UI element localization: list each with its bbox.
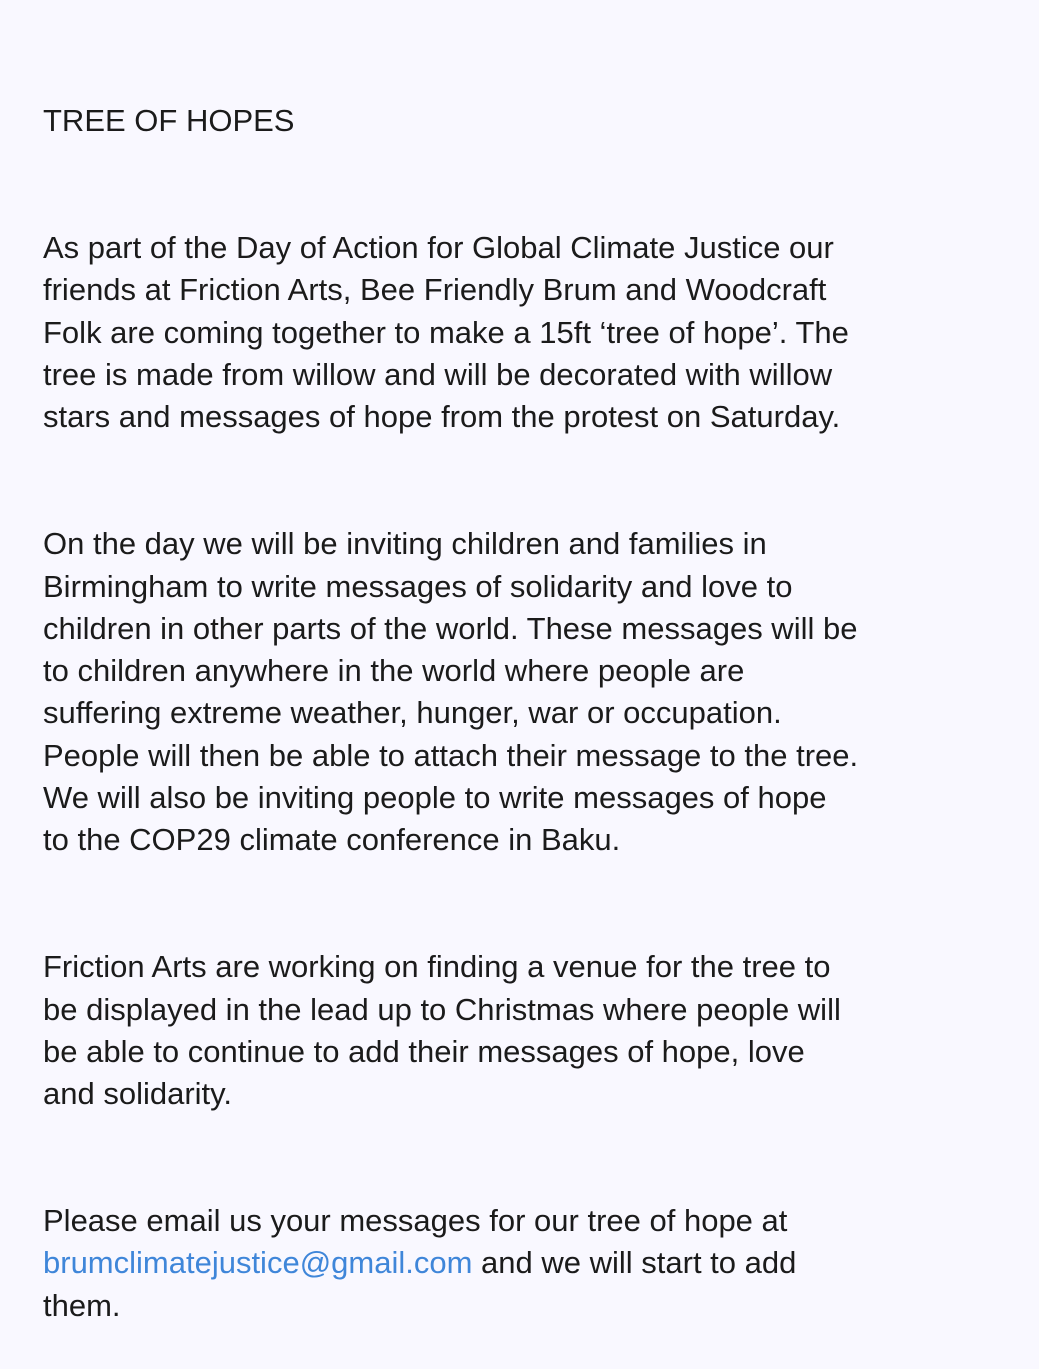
closing-text-before-link: Please email us your messages for our tree of hope at bbox=[43, 1203, 788, 1239]
paragraph-venue: Friction Arts are working on finding a venue for the tree to be displayed in the lead up to Christmas where people will be able to continue to add their messages of hope, love and solidarity. bbox=[43, 949, 841, 1112]
paragraph-on-the-day: On the day we will be inviting children and families in Birmingham to write messages of solidarity and love to children in other parts of the world. These messages will be to children anywhere in the world where people are suffering extreme weather, hunger, war or occupation. People will then be able to attach their message to the tree. We will also be inviting people to write messages of hope to the COP29 climate conference in Baku. bbox=[43, 526, 859, 858]
closing-text-after-link: and we will start to add them. bbox=[43, 1245, 797, 1323]
note-body bbox=[43, 58, 1018, 1369]
paragraph-intro: As part of the Day of Action for Global Climate Justice our friends at Friction Arts, Bee Friendly Brum and Woodcraft Folk are coming together to make a 15ft ‘tree of hope’. The tree is made from willow and will be decorated with willow stars and messages of hope from the protest on Saturday. bbox=[43, 230, 849, 435]
paragraph-closing bbox=[43, 1200, 1018, 1327]
note-title: TREE OF HOPES bbox=[43, 103, 295, 139]
email-link[interactable]: brumclimatejustice@gmail.com bbox=[43, 1245, 473, 1281]
